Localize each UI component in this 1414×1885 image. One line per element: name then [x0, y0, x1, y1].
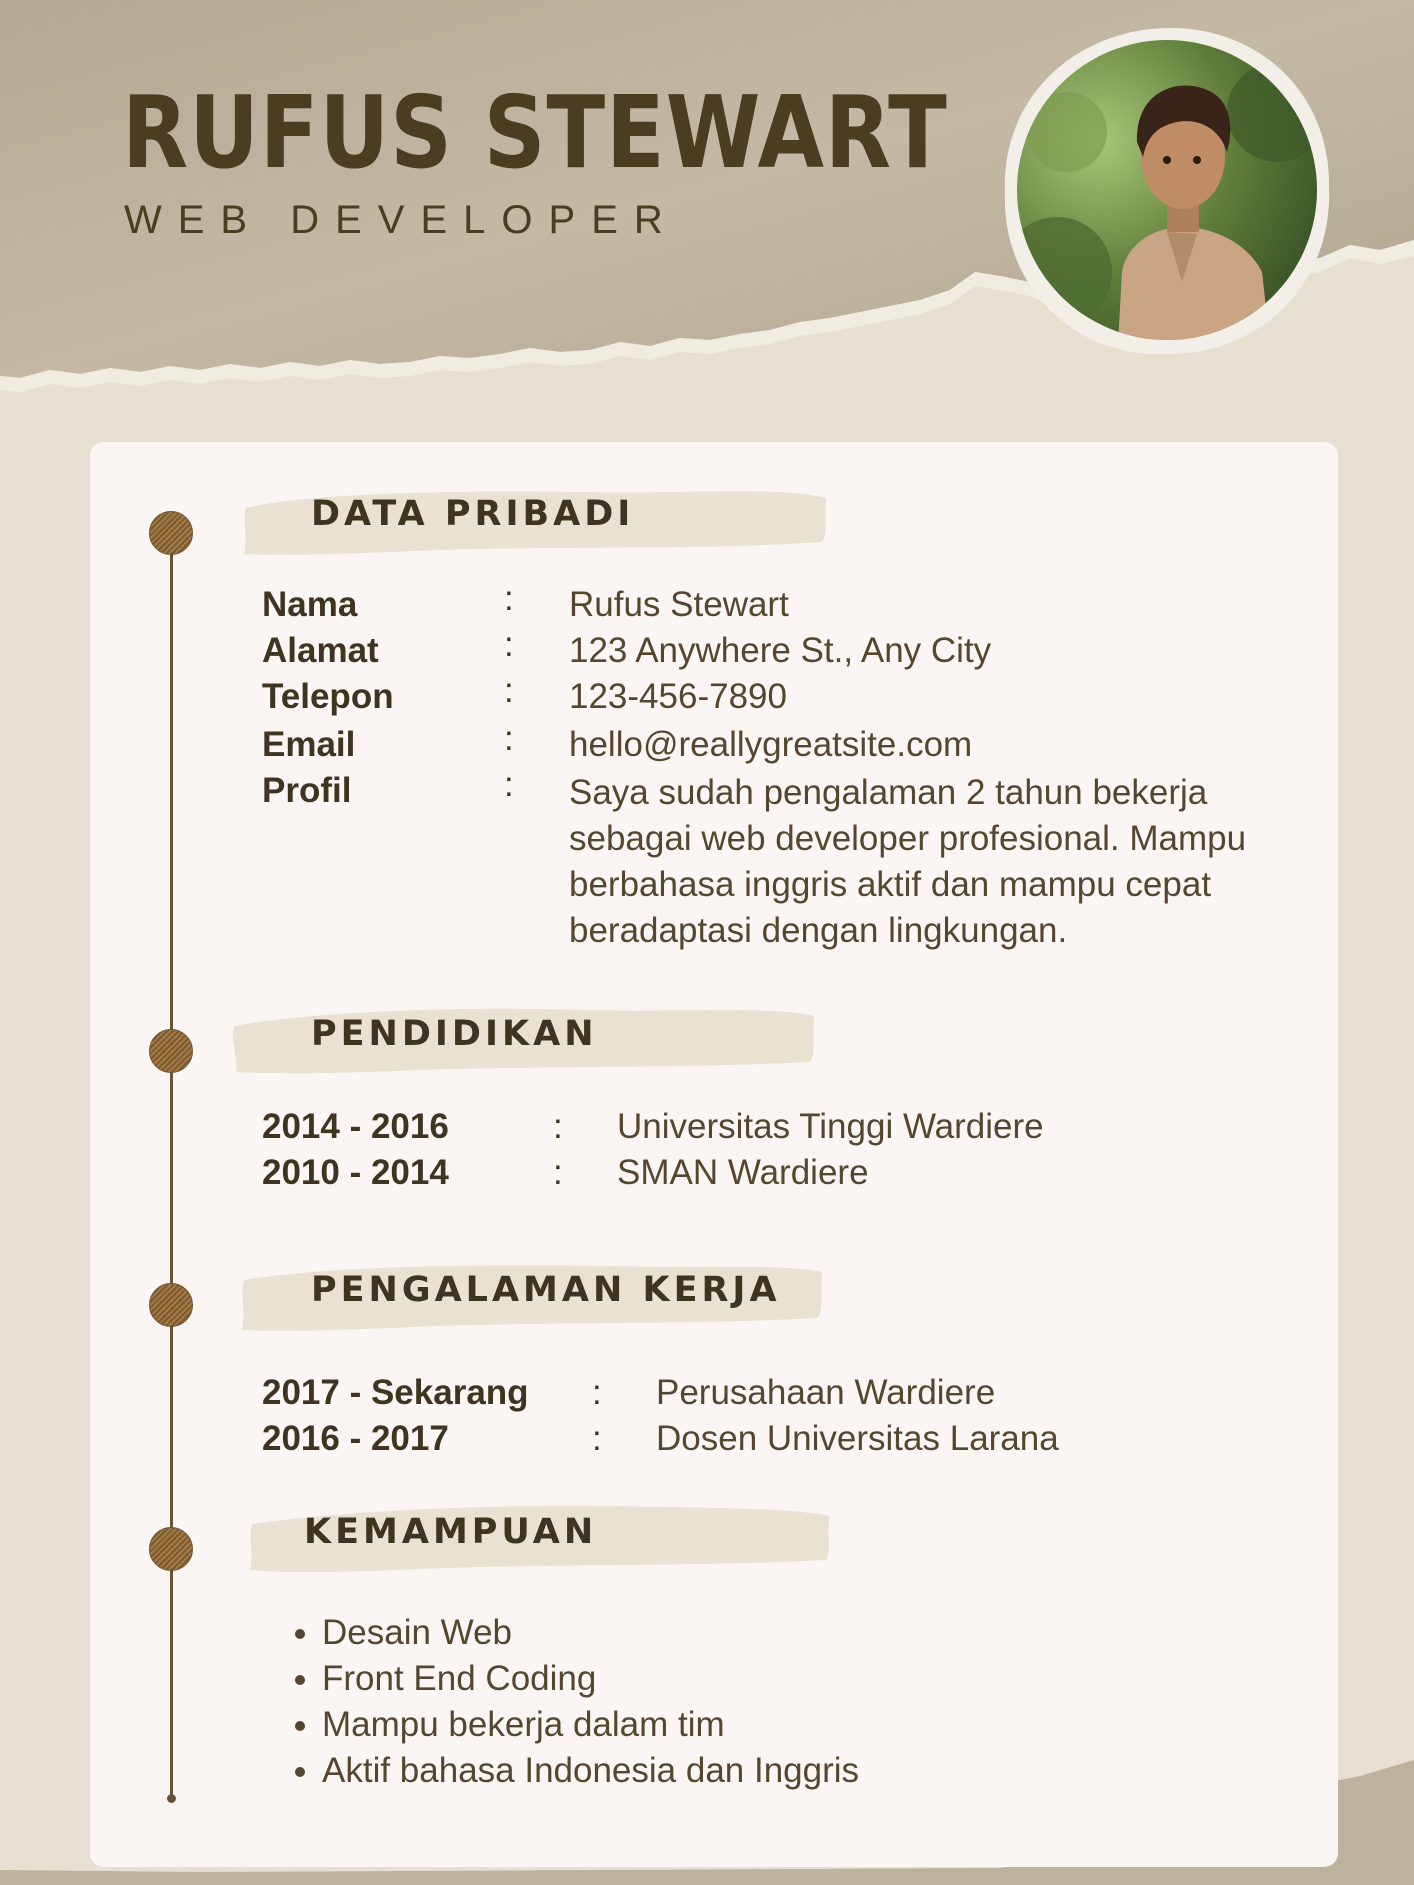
field-label: Telepon — [262, 677, 394, 716]
field-value: 123-456-7890 — [569, 677, 787, 716]
section-heading: PENDIDIKAN — [311, 1014, 598, 1054]
education-period: 2014 - 2016 — [262, 1107, 449, 1146]
education-period: 2010 - 2014 — [262, 1153, 449, 1192]
education-colon: : — [553, 1107, 563, 1146]
section-heading: DATA PRIBADI — [311, 494, 635, 534]
field-colon: : — [504, 765, 514, 804]
field-colon: : — [504, 671, 514, 710]
timeline-end — [167, 1794, 176, 1803]
section-kemampuan — [246, 1494, 836, 1578]
field-label: Nama — [262, 585, 358, 624]
timeline-dot — [149, 1029, 193, 1073]
education-place: Universitas Tinggi Wardiere — [617, 1107, 1044, 1146]
experience-place: Dosen Universitas Larana — [656, 1419, 1059, 1458]
experience-colon: : — [592, 1419, 602, 1458]
field-colon: : — [504, 625, 514, 664]
field-colon: : — [504, 579, 514, 618]
education-colon: : — [553, 1153, 563, 1192]
field-label: Alamat — [262, 631, 379, 670]
experience-place: Perusahaan Wardiere — [656, 1373, 996, 1412]
section-heading: PENGALAMAN KERJA — [311, 1270, 781, 1310]
experience-period: 2016 - 2017 — [262, 1419, 449, 1458]
profile-text: Saya sudah pengalaman 2 tahun bekerja sebagai web developer profesional. Mampu berbahasa inggris aktif dan mampu cepat beradaptasi dengan lingkungan. — [569, 773, 1247, 950]
education-place: SMAN Wardiere — [617, 1153, 869, 1192]
field-label: Profil — [262, 771, 352, 810]
experience-colon: : — [592, 1373, 602, 1412]
section-pengalaman-kerja — [238, 1252, 828, 1336]
section-heading: KEMAMPUAN — [304, 1512, 598, 1552]
timeline-dot — [149, 1283, 193, 1327]
skills-list — [290, 1610, 859, 1794]
candidate-role: WEB DEVELOPER — [124, 198, 679, 242]
timeline-dot — [149, 1527, 193, 1571]
skill-item: • Mampu bekerja dalam tim — [322, 1702, 859, 1748]
timeline-line — [170, 530, 173, 1798]
skill-item: • Aktif bahasa Indonesia dan Inggris — [322, 1748, 859, 1794]
skill-item: • Front End Coding — [322, 1656, 859, 1702]
experience-period: 2017 - Sekarang — [262, 1373, 529, 1412]
candidate-name: RUFUS STEWART — [122, 74, 948, 191]
skill-item: • Desain Web — [322, 1610, 859, 1656]
profile-photo-icon — [997, 22, 1337, 362]
field-label: Email — [262, 725, 356, 764]
section-data-pribadi — [240, 476, 830, 560]
timeline-dot — [149, 511, 193, 555]
field-value: 123 Anywhere St., Any City — [569, 631, 992, 670]
field-colon: : — [504, 719, 514, 758]
section-pendidikan — [230, 996, 820, 1080]
field-value: hello@reallygreatsite.com — [569, 725, 973, 764]
field-value: Rufus Stewart — [569, 585, 789, 624]
